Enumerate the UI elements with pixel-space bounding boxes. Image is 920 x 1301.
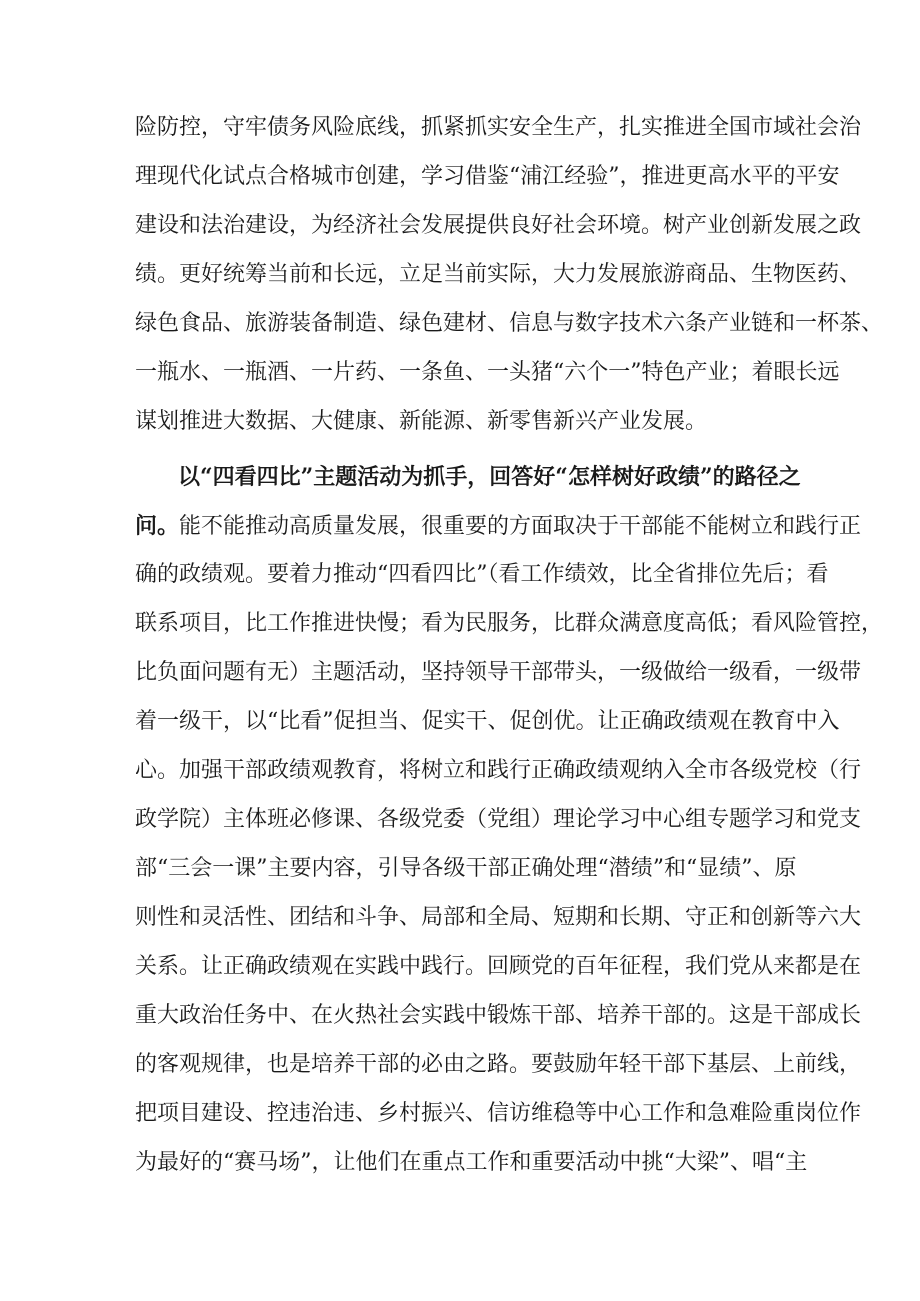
- paragraph-2-line-2-text: 能不能推动高质量发展，很重要的方面取决于干部能不能树立和践行正: [179, 514, 862, 539]
- paragraph-2-line-10: 则性和灵活性、团结和斗争、局部和全局、短期和长期、守正和创新等六大: [135, 905, 862, 930]
- paragraph-1-line-4: 绩。更好统筹当前和长远，立足当前实际，大力发展旅游商品、生物医药、: [135, 262, 862, 287]
- paragraph-2-line-8: 政学院）主体班必修课、各级党委（党组）理论学习中心组专题学习和党支: [135, 807, 862, 832]
- paragraph-2-heading-end: 问。: [135, 513, 180, 539]
- paragraph-2-line-15: 为最好的“赛马场”，让他们在重点工作和重要活动中挑“大梁”、唱“主: [135, 1150, 808, 1175]
- paragraph-1-line-3: 建设和法治建设，为经济社会发展提供良好社会环境。树产业创新发展之政: [135, 213, 862, 238]
- paragraph-2-line-5: 比负面问题有无）主题活动，坚持领导干部带头，一级做给一级看，一级带: [135, 660, 862, 685]
- paragraph-2-heading-line-1: 以“四看四比”主题活动为抓手，回答好“怎样树好政绩”的路径之: [178, 464, 801, 490]
- paragraph-2-line-13: 的客观规律，也是培养干部的必由之路。要鼓励年轻干部下基层、上前线，: [135, 1052, 862, 1077]
- paragraph-2-line-7: 心。加强干部政绩观教育，将树立和践行正确政绩观纳入全市各级党校（行: [135, 758, 862, 783]
- paragraph-1-line-5: 绿色食品、旅游装备制造、绿色建材、信息与数字技术六条产业链和一杯茶、: [135, 311, 884, 336]
- paragraph-1-line-6: 一瓶水、一瓶酒、一片药、一条鱼、一头猪“六个一”特色产业；着眼长远: [135, 360, 840, 385]
- paragraph-2-line-14: 把项目建设、控违治违、乡村振兴、信访维稳等中心工作和急难险重岗位作: [135, 1101, 862, 1126]
- paragraph-2-line-3: 确的政绩观。要着力推动“四看四比”（看工作绩效，比全省排位先后；看: [135, 562, 829, 587]
- paragraph-1-line-2: 理现代化试点合格城市创建，学习借鉴“浦江经验”，推进更高水平的平安: [135, 164, 840, 189]
- paragraph-2-line-11: 关系。让正确政绩观在实践中践行。回顾党的百年征程，我们党从来都是在: [135, 954, 862, 979]
- paragraph-2-line-12: 重大政治任务中、在火热社会实践中锻炼干部、培养干部的。这是干部成长: [135, 1003, 862, 1028]
- paragraph-1-line-7: 谋划推进大数据、大健康、新能源、新零售新兴产业发展。: [135, 409, 708, 434]
- paragraph-2-line-4: 联系项目，比工作推进快慢；看为民服务，比群众满意度高低；看风险管控，: [135, 611, 884, 636]
- paragraph-2-line-9: 部“三会一课”主要内容，引导各级干部正确处理“潜绩”和“显绩”、原: [135, 856, 797, 881]
- paragraph-1-line-1: 险防控，守牢债务风险底线，抓紧抓实安全生产，扎实推进全国市域社会治: [135, 115, 862, 140]
- paragraph-2-line-6: 着一级干，以“比看”促担当、促实干、促创优。让正确政绩观在教育中入: [135, 709, 840, 734]
- paragraph-2-line-2: [135, 511, 862, 542]
